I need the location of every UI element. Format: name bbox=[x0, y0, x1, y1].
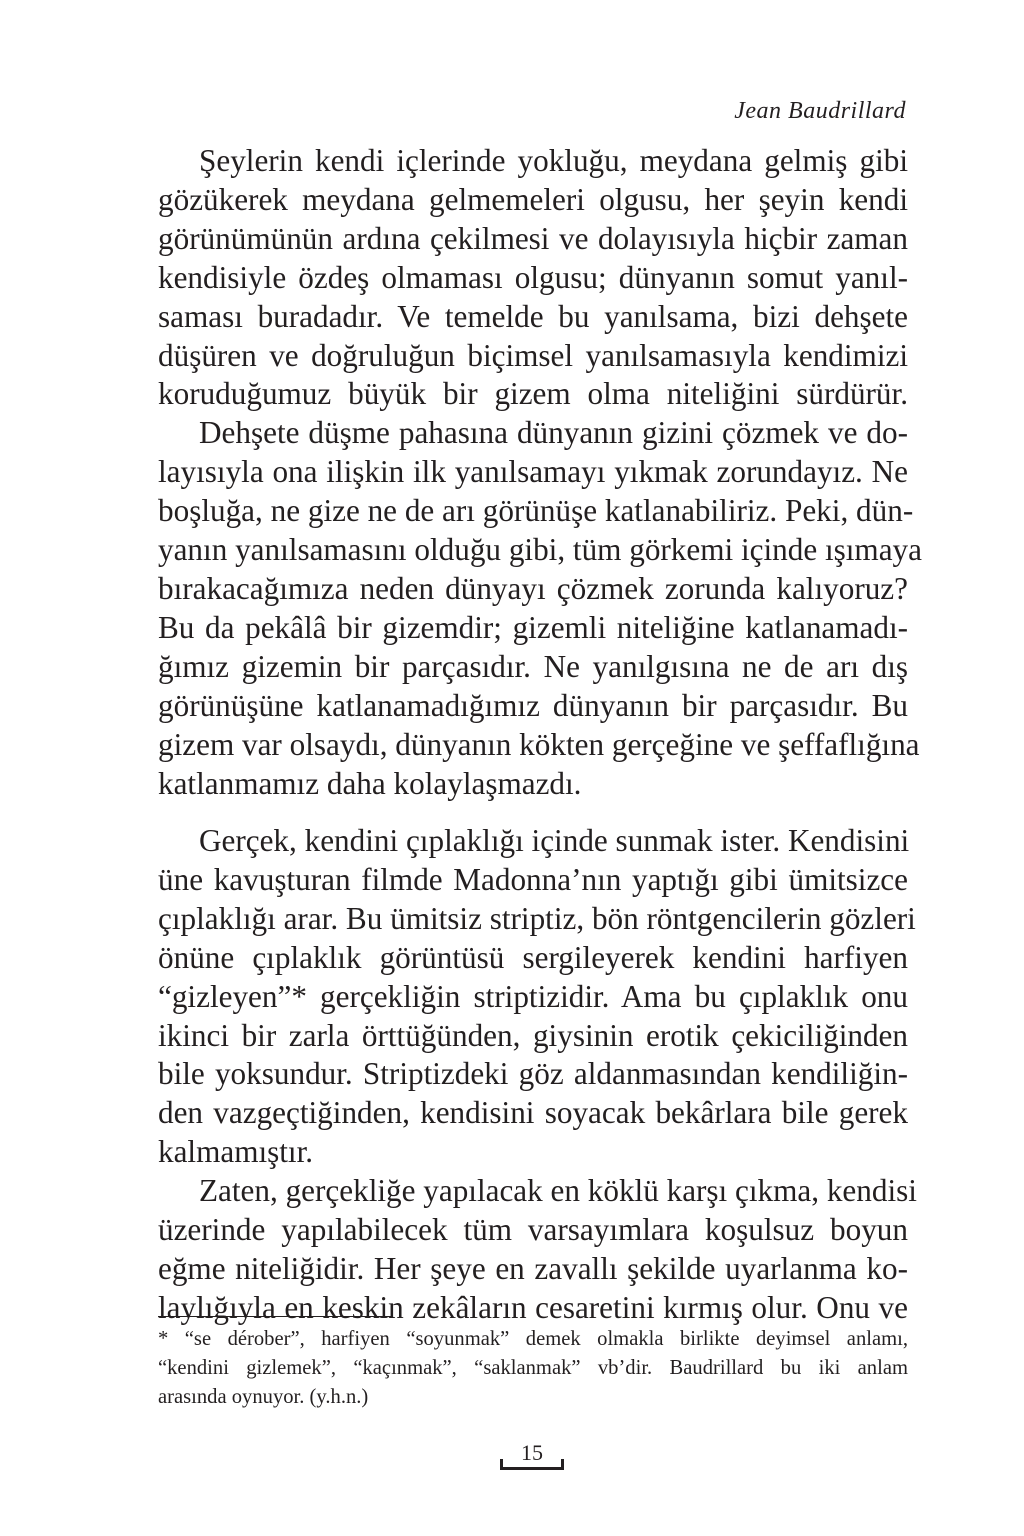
text-line: boşluğa, ne gize ne de arı görünüşe katlanabiliriz. Peki, dün- bbox=[158, 493, 914, 529]
running-head: Jean Baudrillard bbox=[734, 98, 906, 124]
text-line: Gerçek, kendini çıplaklığı içinde sunmak ister. Kendisini bbox=[199, 823, 910, 858]
paragraph bbox=[158, 142, 908, 414]
page-number-rule bbox=[500, 1467, 564, 1470]
page-number-tick-right bbox=[561, 1459, 564, 1470]
text-line: düşüren ve doğruluğun biçimsel yanılsamasıyla kendimizi bbox=[158, 337, 908, 373]
body-text-block-1 bbox=[158, 142, 922, 803]
text-line: saması buradadır. Ve temelde bu yanılsama, bizi dehşete bbox=[158, 298, 908, 334]
footnote-line: * “se dérober”, harfiyen “soyunmak” demek olmakla birlikte deyimsel anlamı, bbox=[158, 1328, 908, 1350]
text-line: bırakacağımıza neden dünyayı çözmek zorunda kalıyoruz? bbox=[158, 570, 908, 606]
footnote-line: arasında oynuyor. (y.h.n.) bbox=[158, 1386, 369, 1408]
text-line: çıplaklığı arar. Bu ümitsiz striptiz, bön röntgencilerin gözleri bbox=[158, 900, 916, 936]
text-line: gözükerek meydana gelmemeleri olgusu, her şeyin kendi bbox=[158, 181, 908, 217]
text-line: Zaten, gerçekliğe yapılacak en köklü karşı çıkma, kendisi bbox=[199, 1173, 917, 1209]
text-line: bile yoksundur. Striptizdeki göz aldanmasından kendiliğin- bbox=[158, 1056, 908, 1092]
paragraph bbox=[158, 414, 922, 803]
text-line: Şeylerin kendi içlerinde yokluğu, meydana gelmiş gibi bbox=[199, 143, 908, 178]
text-line: önüne çıplaklık görüntüsü sergileyerek kendini harfiyen bbox=[158, 939, 908, 975]
text-line: kendisiyle özdeş olmaması olgusu; dünyanın somut yanıl- bbox=[158, 259, 908, 295]
body-text-block-2 bbox=[158, 822, 917, 1328]
text-line: görünümünün ardına çekilmesi ve dolayısıyla hiçbir zaman bbox=[158, 220, 908, 256]
text-line: katlanmamız daha kolaylaşmazdı. bbox=[158, 765, 582, 801]
text-line: görünüşüne katlanamadığımız dünyanın bir parçasıdır. Bu bbox=[158, 687, 908, 723]
paragraph bbox=[158, 822, 916, 1172]
page-number-tick-left bbox=[500, 1459, 503, 1470]
paragraph bbox=[158, 1172, 917, 1328]
text-line: koruduğumuz büyük bir gizem olma niteliğini sürdürür. bbox=[158, 376, 908, 412]
text-line: “gizleyen”* gerçekliğin striptizidir. Ama bu çıplaklık onu bbox=[158, 978, 908, 1014]
footnote-line: “kendini gizlemek”, “kaçınmak”, “saklanmak” vb’dir. Baudrillard bu iki anlam bbox=[158, 1357, 908, 1379]
text-line: ğımız gizemin bir parçasıdır. Ne yanılgısına ne de arı dış bbox=[158, 648, 908, 684]
text-line: den vazgeçtiğinden, kendisini soyacak bekârlara bile gerek bbox=[158, 1095, 908, 1131]
text-line: gizem var olsaydı, dünyanın kökten gerçeğine ve şeffaflığına bbox=[158, 726, 920, 762]
text-line: üzerinde yapılabilecek tüm varsayımlara koşulsuz boyun bbox=[158, 1212, 908, 1248]
text-line: kalmamıştır. bbox=[158, 1134, 314, 1170]
text-line: Dehşete düşme pahasına dünyanın gizini çözmek ve do- bbox=[199, 415, 908, 451]
text-line: ikinci bir zarla örttüğünden, giysinin erotik çekiciliğinden bbox=[158, 1017, 908, 1053]
text-line: eğme niteliğidir. Her şeye en zavallı şekilde uyarlanma ko- bbox=[158, 1250, 908, 1286]
page-number: 15 bbox=[521, 1440, 543, 1465]
text-line: layısıyla ona ilişkin ilk yanılsamayı yıkmak zorundayız. Ne bbox=[158, 454, 908, 490]
text-line: yanın yanılsamasını olduğu gibi, tüm görkemi içinde ışımaya bbox=[158, 532, 922, 568]
text-line: Bu da pekâlâ bir gizemdir; gizemli niteliğine katlanamadı- bbox=[158, 609, 908, 645]
footnote bbox=[158, 1325, 908, 1412]
text-line: laylığıyla en keskin zekâların cesaretini kırmış olur. Onu ve bbox=[158, 1289, 908, 1325]
text-line: üne kavuşturan filmde Madonna’nın yaptığı gibi ümitsizce bbox=[158, 861, 908, 897]
footnote-rule bbox=[158, 1316, 392, 1317]
